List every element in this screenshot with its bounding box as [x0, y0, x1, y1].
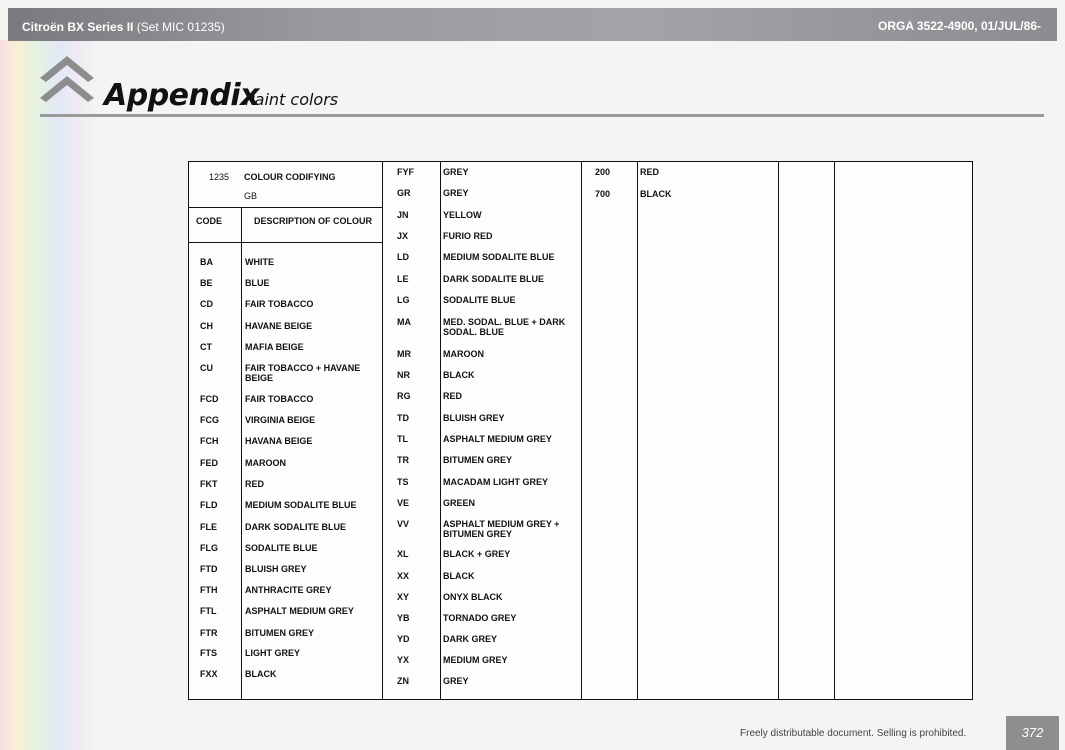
color-code: LE — [397, 274, 409, 284]
color-code: TS — [397, 477, 409, 487]
color-description: GREY — [443, 167, 469, 177]
color-code: FTS — [200, 648, 217, 658]
color-description: ANTHRACITE GREY — [245, 585, 332, 595]
color-code: YB — [397, 613, 410, 623]
color-description: MEDIUM SODALITE BLUE — [245, 500, 357, 510]
color-description: BITUMEN GREY — [245, 628, 315, 638]
color-description: HAVANE BEIGE — [245, 321, 313, 331]
color-code: RG — [397, 391, 411, 401]
color-code: 200 — [595, 167, 611, 177]
color-code: FCD — [200, 394, 219, 404]
column-header-description: DESCRIPTION OF COLOUR — [254, 216, 373, 226]
color-description: MEDIUM SODALITE BLUE — [443, 252, 555, 262]
color-code: FTL — [200, 606, 217, 616]
color-description: SODALITE BLUE — [245, 543, 318, 553]
color-code: TL — [397, 434, 408, 444]
color-code: BA — [200, 257, 213, 267]
color-description: ONYX BLACK — [443, 592, 503, 602]
color-code: CH — [200, 321, 213, 331]
paint-color-table — [188, 161, 973, 700]
header-left-title — [22, 20, 225, 34]
color-code: XX — [397, 571, 410, 581]
color-description: RED — [443, 391, 463, 401]
footer-notice: Freely distributable document. Selling is prohibited. — [740, 728, 967, 739]
color-code: XL — [397, 549, 409, 559]
table-divider — [581, 162, 582, 699]
color-description: DARK SODALITE BLUE — [245, 522, 346, 532]
color-description: MAROON — [245, 458, 286, 468]
column-header-code: CODE — [196, 216, 223, 226]
color-description: BLUE — [245, 278, 270, 288]
color-code: VV — [397, 519, 410, 529]
color-description: LIGHT GREY — [245, 648, 301, 658]
color-code: FED — [200, 458, 218, 468]
color-description: BLACK — [245, 669, 277, 679]
color-code: CD — [200, 299, 213, 309]
color-description: FURIO RED — [443, 231, 493, 241]
color-description: ASPHALT MEDIUM GREY — [245, 606, 354, 616]
color-code: YD — [397, 634, 410, 644]
page-number: 372 — [1006, 716, 1059, 750]
color-description: BLUISH GREY — [443, 413, 505, 423]
color-description: MAFIA BEIGE — [245, 342, 304, 352]
color-code: ZN — [397, 676, 409, 686]
color-description: FAIR TOBACCO + HAVANE BEIGE — [245, 363, 361, 383]
color-code: FCH — [200, 436, 219, 446]
page-title: Appendix — [104, 78, 259, 113]
color-code: XY — [397, 592, 410, 602]
color-description: DARK SODALITE BLUE — [443, 274, 544, 284]
color-description: BLACK — [443, 370, 475, 380]
citroen-chevrons-logo — [40, 56, 94, 108]
table-divider — [440, 162, 441, 699]
table-ref: 1235 — [209, 172, 230, 182]
color-description: RED — [245, 479, 265, 489]
color-code: TR — [397, 455, 409, 465]
color-code: CT — [200, 342, 212, 352]
color-description: TORNADO GREY — [443, 613, 517, 623]
table-divider — [382, 162, 383, 699]
color-code: JX — [397, 231, 409, 241]
color-code: NR — [397, 370, 410, 380]
color-description: GREEN — [443, 498, 476, 508]
color-description: BLACK — [443, 571, 475, 581]
color-description: HAVANA BEIGE — [245, 436, 313, 446]
color-code: CU — [200, 363, 213, 373]
color-code: LD — [397, 252, 409, 262]
color-code: FYF — [397, 167, 414, 177]
color-description: WHITE — [245, 257, 274, 267]
color-code: 700 — [595, 189, 611, 199]
page-edge-decoration — [0, 40, 95, 750]
color-description: RED — [640, 167, 660, 177]
color-description: MEDIUM GREY — [443, 655, 508, 665]
color-description: BITUMEN GREY — [443, 455, 513, 465]
header-bar — [8, 8, 1057, 41]
color-description: ASPHALT MEDIUM GREY + BITUMEN GREY — [443, 519, 560, 539]
color-code: JN — [397, 210, 409, 220]
table-divider — [778, 162, 779, 699]
color-description: ASPHALT MEDIUM GREY — [443, 434, 552, 444]
color-code: FXX — [200, 669, 218, 679]
color-description: GREY — [443, 188, 469, 198]
header-model: Citroën BX Series II — [22, 20, 134, 34]
color-code: GR — [397, 188, 411, 198]
color-description: YELLOW — [443, 210, 482, 220]
table-divider — [189, 207, 382, 208]
title-divider — [40, 114, 1044, 117]
color-code: LG — [397, 295, 410, 305]
header-set: (Set MIC 01235) — [136, 20, 225, 34]
color-code: VE — [397, 498, 410, 508]
page-subtitle: Paint colors — [245, 90, 339, 109]
color-code: FLG — [200, 543, 218, 553]
color-code: FLD — [200, 500, 218, 510]
table-divider — [189, 242, 382, 243]
table-region: GB — [244, 191, 258, 201]
color-code: FLE — [200, 522, 217, 532]
color-description: MED. SODAL. BLUE + DARK SODAL. BLUE — [443, 317, 566, 337]
color-code: MR — [397, 349, 411, 359]
color-description: FAIR TOBACCO — [245, 299, 314, 309]
color-code: TD — [397, 413, 409, 423]
header-right-title: ORGA 3522-4900, 01/JUL/86- — [878, 19, 1041, 33]
color-description: BLACK + GREY — [443, 549, 511, 559]
table-divider — [241, 207, 242, 699]
color-code: BE — [200, 278, 213, 288]
color-description: GREY — [443, 676, 469, 686]
color-code: FKT — [200, 479, 218, 489]
color-code: FTD — [200, 564, 218, 574]
color-description: BLUISH GREY — [245, 564, 307, 574]
color-description: BLACK — [640, 189, 672, 199]
color-code: FTR — [200, 628, 218, 638]
color-code: MA — [397, 317, 411, 327]
color-code: FCG — [200, 415, 219, 425]
color-description: SODALITE BLUE — [443, 295, 516, 305]
color-code: FTH — [200, 585, 218, 595]
color-description: MACADAM LIGHT GREY — [443, 477, 548, 487]
table-divider — [834, 162, 835, 699]
color-description: VIRGINIA BEIGE — [245, 415, 316, 425]
color-code: YX — [397, 655, 410, 665]
table-divider — [637, 162, 638, 699]
color-description: MAROON — [443, 349, 484, 359]
color-description: FAIR TOBACCO — [245, 394, 314, 404]
color-description: DARK GREY — [443, 634, 498, 644]
table-heading: COLOUR CODIFYING — [244, 172, 336, 182]
